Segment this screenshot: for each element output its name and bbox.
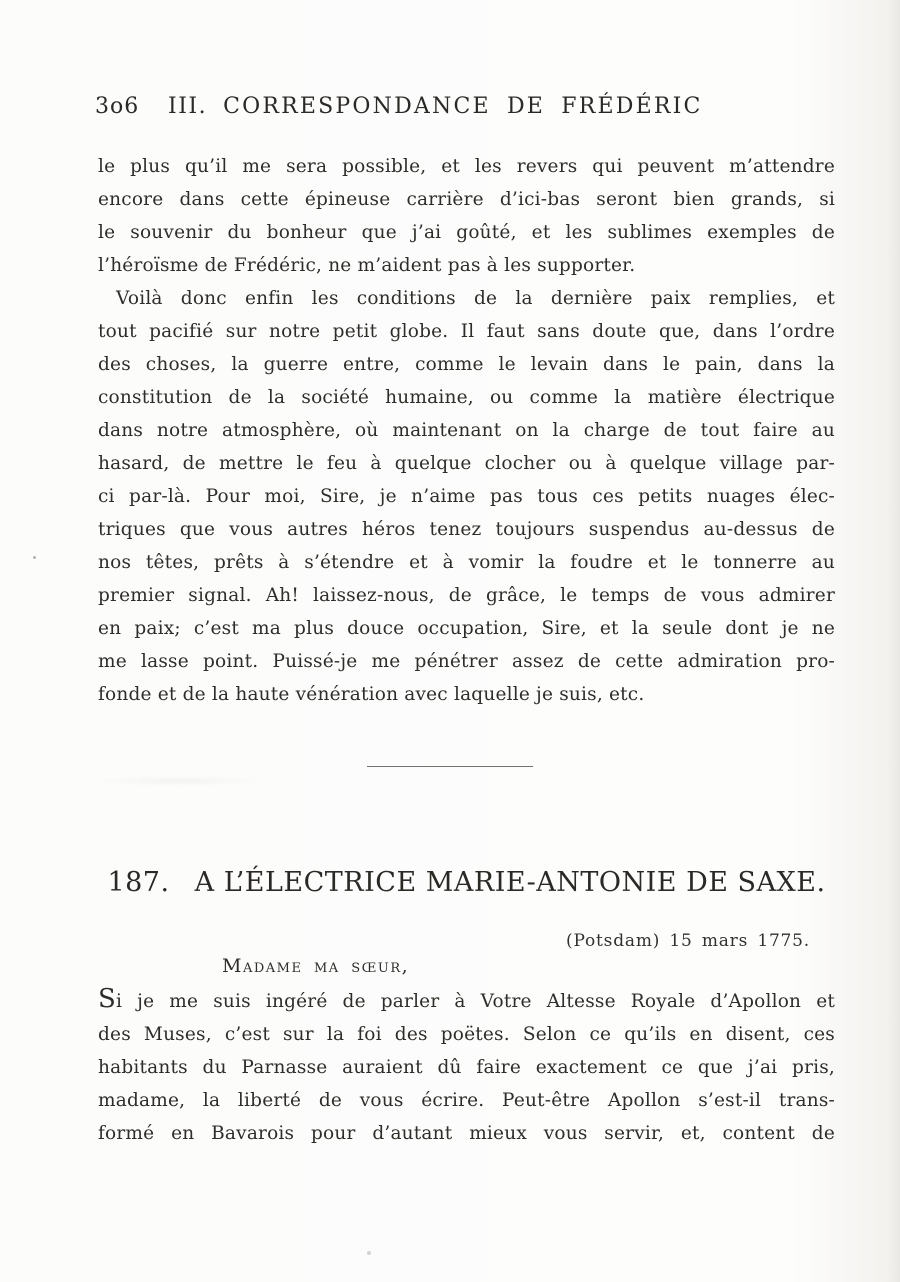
page-number: 3o6 [95,94,140,119]
scan-speck [33,556,36,559]
text-line: des Muses, c’est sur la foi des poëtes. Selon ce qu’ils en disent, ces [98,1024,835,1045]
letter-heading [98,866,835,900]
body-paragraph [98,282,835,711]
text-line: triques que vous autres héros tenez toujours suspendus au-dessus de [98,519,835,540]
text-line: Si je me suis ingéré de parler à Votre Altesse Royale d’Apollon et [98,985,835,1014]
text-line: l’héroïsme de Frédéric, ne m’aident pas à les supporter. [98,255,636,276]
salutation: Madame ma sœur, [222,955,410,977]
letter-number: 187. [107,867,170,898]
chapter-number: III. [168,94,208,119]
scan-smudge [92,776,267,786]
text-line: me lasse point. Puissé-je me pénétrer assez de cette admiration pro- [98,651,835,672]
letter-title: A L’ÉLECTRICE MARIE-ANTONIE DE SAXE. [194,867,826,898]
text-line: habitants du Parnasse auraient dû faire exactement ce que j’ai pris, [98,1057,835,1078]
text-line: fonde et de la haute vénération avec laquelle je suis, etc. [98,684,645,705]
dateline: (Potsdam) 15 mars 1775. [566,931,810,951]
text-line: encore dans cette épineuse carrière d’ici-bas seront bien grands, si [98,189,835,210]
section-divider-rule [367,766,533,767]
running-header [95,94,835,119]
letter-paragraph [98,985,835,1150]
text-line: en paix; c’est ma plus douce occupation, Sire, et la seule dont je ne [98,618,835,639]
text-line: madame, la liberté de vous écrire. Peut-être Apollon s’est-il trans- [98,1090,835,1111]
text-line: tout pacifié sur notre petit globe. Il faut sans doute que, dans l’ordre [98,321,835,342]
body-paragraph-continued [98,150,835,282]
text-line: ci par-là. Pour moi, Sire, je n’aime pas tous ces petits nuages élec- [98,486,835,507]
text-line: le plus qu’il me sera possible, et les revers qui peuvent m’attendre [98,156,835,177]
scan-speck [367,1251,371,1255]
text-line: constitution de la société humaine, ou comme la matière électrique [98,387,835,408]
text-line: Voilà donc enfin les conditions de la dernière paix remplies, et [116,288,835,309]
text-line: des choses, la guerre entre, comme le levain dans le pain, dans la [98,354,835,375]
text-line: le souvenir du bonheur que j’ai goûté, et les sublimes exemples de [98,222,835,243]
text-line: formé en Bavarois pour d’autant mieux vous servir, et, content de [98,1123,835,1144]
text-line: dans notre atmosphère, où maintenant on la charge de tout faire au [98,420,835,441]
text-line: premier signal. Ah! laissez-nous, de grâce, le temps de vous admirer [98,585,835,606]
text-line: nos têtes, prêts à s’étendre et à vomir la foudre et le tonnerre au [98,552,835,573]
text-line: hasard, de mettre le feu à quelque clocher ou à quelque village par- [98,453,835,474]
running-title: CORRESPONDANCE DE FRÉDÉRIC [223,94,703,119]
